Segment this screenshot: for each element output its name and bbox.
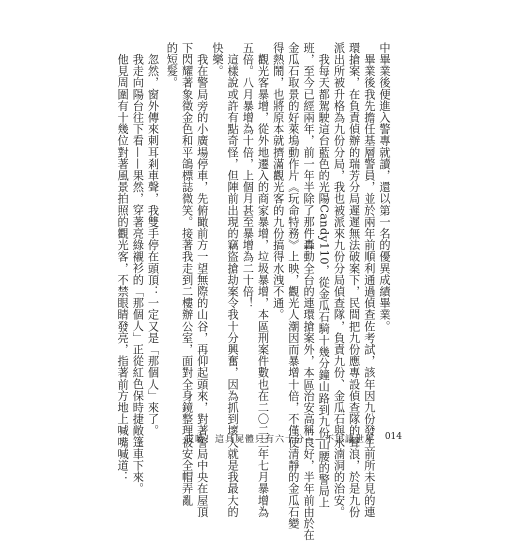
text-column: 快樂。 <box>210 42 224 77</box>
text-column: 中畢業後便進入警專就讀，還以第一名的優異成績畢業。 <box>378 42 391 332</box>
text-column: 觀光客暴增，從外地遷入的商家暴增，垃圾暴增，本區刑案件數也在二〇二三年七月暴增為 <box>256 42 270 518</box>
text-column: 他見周圍有十幾位對著風景拍照的觀光客，不禁眼睛發亮，指著前方地上喊嘴喊道： <box>116 42 130 483</box>
text-column: 畢業後我先擔任基層警員，並於兩年前順利通過偵查佐考試，該年因九份發生前所未見的連 <box>362 42 376 518</box>
text-column: 班，至今已經兩年，前一年半除了那件轟動全台的連環搶案外，本區治安高稱良好，半年前由於在 <box>302 42 316 541</box>
text-column: 得熱鬧，也將原本就擠滿觀光客的九份搞得水洩不通。 <box>271 42 285 321</box>
text-column: 下閃耀著象徵金色和平鴿標誌微笑。接著我走到二樓辦公室，面對全身鏡整理被安全帽弄亂 <box>180 42 194 506</box>
text-column: 我走向陽台往下看——果然，穿著亮綠襯衫的「那個人」正從紅色保時捷敞篷車下來。 <box>131 42 145 495</box>
text-column: 派出所被升格為九份分局，我也被派來九份分局偵查隊，負責九份、金瓜石與水湳洞的治安。 <box>332 42 346 518</box>
text-column: 五倍。八月暴增為十倍，上個月甚至暴增為二十倍！ <box>241 42 255 309</box>
text-column: 的短髮。 <box>165 42 179 89</box>
text-column: 這樣說或許有點奇怪，但陣前出現的竊盜搶劫案令我十分興奮，因為抓到壞人就是我最大的 <box>226 42 240 518</box>
text-column: 我每天都駕駛這台藍色的光陽Candy110，從金瓜石騎十幾分鐘山路到九份山腰的警局上 <box>317 42 331 509</box>
text-column: 我在警局旁的小廣場停車，先俯瞰前方一望無際的山谷，再仰起頭來，對著警局中央在屋頂 <box>195 42 209 518</box>
page-number: 014 <box>384 432 402 442</box>
text-column: 金瓜石取景的好萊塢動作片《玩命特務》上映，觀光人潮因而暴增十倍，不僅使清靜的金瓜石變 <box>286 42 300 530</box>
text-column: 環搶案，在負責偵辦的瑞芳分局遲遲無法破案下，民間把九份應專設偵查隊的聲浪，於是九份 <box>347 42 361 518</box>
running-title: 哎喲！這具屍體只有六十分——不思議世界 <box>184 435 375 445</box>
text-column: 忽然，窗外傳來刺耳剎車聲，我雙手停在頭頂：一定又是「那個人」來了。 <box>146 42 160 437</box>
